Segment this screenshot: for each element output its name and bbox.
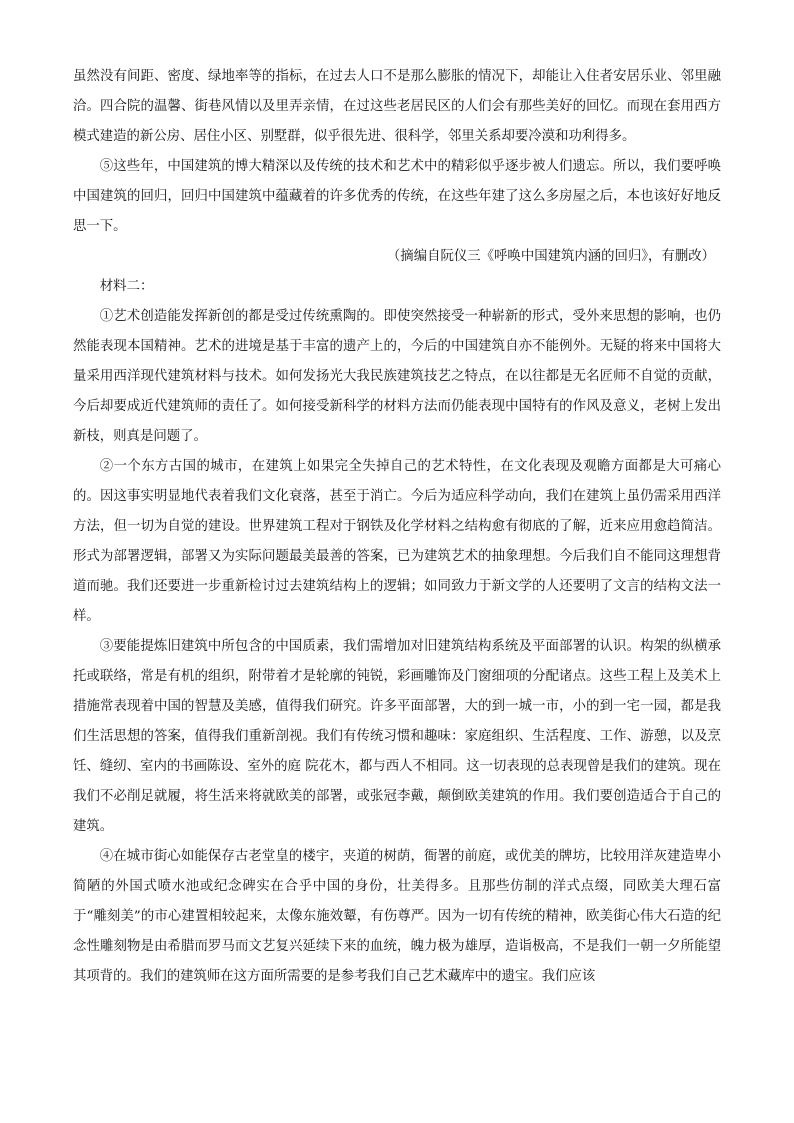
paragraph-continuation: 虽然没有间距、密度、绿地率等的指标，在过去人口不是那么膨胀的情况下，却能让入住者安居乐业、邻里融洽。四合院的温馨、街巷风情以及里弄亲情，在过这些老居民区的人们会有那些美好的回忆。而现在套用西方模式建造的新公房、居住小区、别墅群，似乎很先进、很科学，邻里关系却要冷漠和功利得多。 [73, 69, 721, 144]
material-2-paragraph-1: ①艺术创造能发挥新创的都是受过传统熏陶的。即使突然接受一种崭新的形式，受外来思想的影响，也仍然能表现本国精神。艺术的进境是基于丰富的遗产上的，今后的中国建筑自亦不能例外。无疑的将来中国将大量采用西洋现代建筑材料与技术。如何发扬光大我民族建筑技艺之特点，在以往都是无名匠师不自觉的贡献，今后却要成近代建筑师的责任了。如何接受新科学的材料方法而仍能表现中国特有的作风及意义，老树上发出新枝，则真是问题了。 [73, 309, 721, 444]
source-citation: （摘编自阮仪三《呼唤中国建筑内涵的回归》，有删改） [386, 249, 715, 264]
document-page [73, 62, 721, 992]
material-2-paragraph-3: ③要能提炼旧建筑中所包含的中国质素，我们需增加对旧建筑结构系统及平面部署的认识。构架的纵横承托或联络，常是有机的组织，附带着才是轮廓的钝锐，彩画雕饰及门窗细项的分配诸点。这些工程上及美术上措施常表现着中国的智慧及美感，值得我们研究。许多平面部署，大的到一城一市，小的到一宅一园，都是我们生活思想的答案，值得我们重新剖视。我们有传统习惯和趣味：家庭组织、生活程度、工作、游憩，以及烹饪、缝纫、室内的书画陈设、室外的庭 院花木，都与西人不相同。这一切表现的总表现曾是我们的建筑。现在我们不必削足就履，将生活来将就欧美的部署，或张冠李戴，颠倒欧美建筑的作用。我们要创造适合于自己的建筑。 [73, 639, 721, 834]
paragraph-5: ⑤这些年，中国建筑的博大精深以及传统的技术和艺术中的精彩似乎逐步被人们遗忘。所以，我们要呼唤中国建筑的回归，回归中国建筑中蕴藏着的许多优秀的传统，在这些年建了这么多房屋之后，本也该好好地反思一下。 [73, 159, 721, 234]
material-2-paragraph-2: ②一个东方古国的城市，在建筑上如果完全失掉自己的艺术特性，在文化表现及观瞻方面都是大可痛心的。因这事实明显地代表着我们文化衰落，甚至于消亡。今后为适应科学动向，我们在建筑上虽仍需采用西洋方法，但一切为自觉的建设。世界建筑工程对于钢铁及化学材料之结构愈有彻底的了解，近来应用愈趋简洁。形式为部署逻辑，部署又为实际问题最美最善的答案，已为建筑艺术的抽象理想。今后我们自不能同这理想背道而驰。我们还要进一步重新检讨过去建筑结构上的逻辑；如同致力于新文学的人还要明了文言的结构文法一样。 [73, 459, 721, 624]
material-2-paragraph-4: ④在城市街心如能保存古老堂皇的楼宇，夹道的树荫，衙署的前庭，或优美的牌坊，比较用洋灰建造卑小简陋的外国式喷水池或纪念碑实在合乎中国的身份，壮美得多。且那些仿制的洋式点缀，同欧美大理石富于“雕刻美”的市心建置相较起来，太像东施效颦，有伤尊严。因为一切有传统的精神，欧美街心伟大石造的纪念性雕刻物是由希腊而罗马而文艺复兴延续下来的血统，魄力极为雄厚，造诣极高，不是我们一朝一夕所能望其项背的。我们的建筑师在这方面所需要的是参考我们自己艺术藏库中的遗宝。我们应该 [73, 849, 721, 984]
material-2-label: 材料二： [99, 279, 154, 294]
